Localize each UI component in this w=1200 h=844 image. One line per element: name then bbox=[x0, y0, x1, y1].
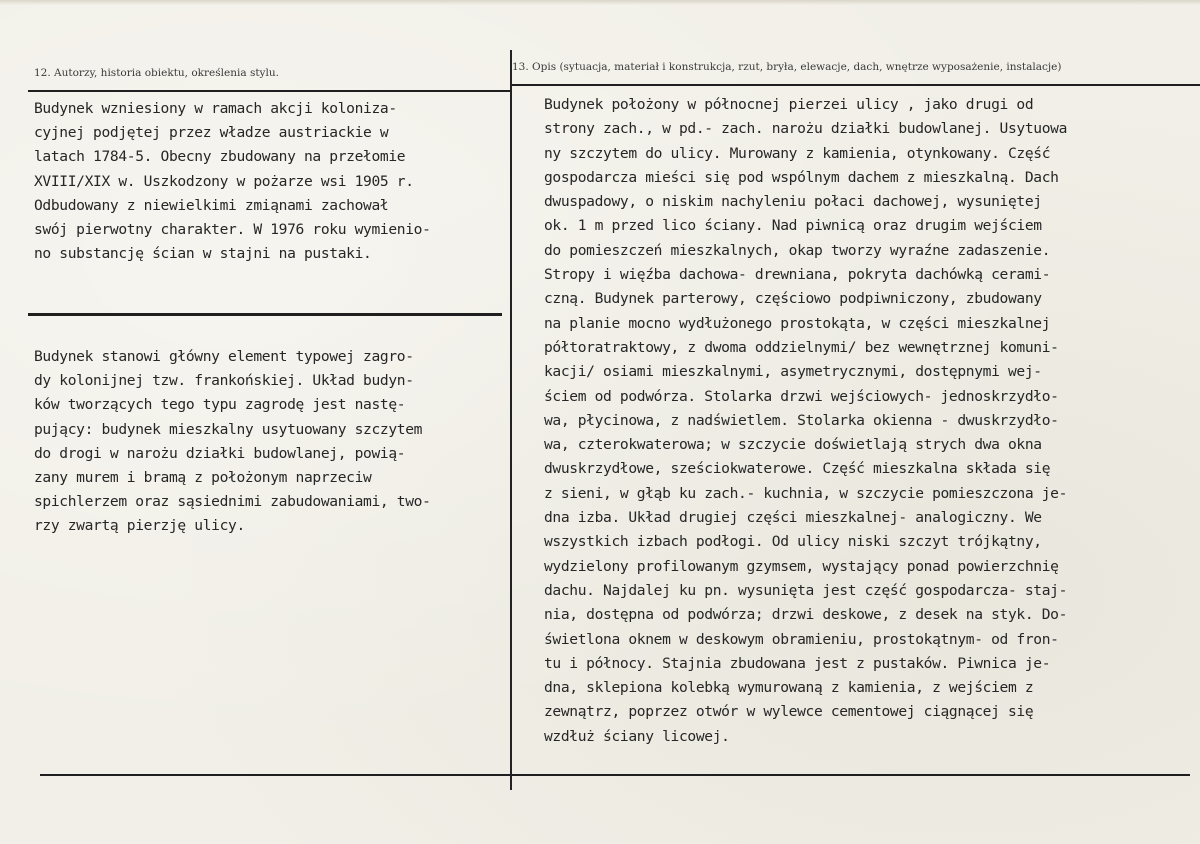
description-line: zewnątrz, poprzez otwór w wylewce cementowej ciągnącej się bbox=[544, 703, 1034, 721]
description-line: nia, dostępna od podwórza; drzwi deskowe, z desek na styk. Do- bbox=[544, 606, 1068, 624]
description-text-block bbox=[544, 93, 1067, 749]
description-line: tu i północy. Stajnia zbudowana jest z pustaków. Piwnica je- bbox=[544, 654, 1051, 672]
description-line: czną. Budynek parterowy, częściowo podpiwniczony, zbudowany bbox=[544, 290, 1042, 308]
description-line: Stropy i więźba dachowa- drewniana, pokryta dachówką cerami- bbox=[544, 266, 1051, 284]
description-line: wa, płycinowa, z nadświetlem. Stolarka okienna - dwuskrzydło- bbox=[544, 411, 1059, 429]
history-text-block bbox=[34, 97, 431, 266]
section-13-caption: 13. Opis (sytuacja, materiał i konstrukcja, rzut, bryła, elewacje, dach, wnętrze wyposażenie, instalacje) bbox=[512, 61, 1062, 73]
context-text-block bbox=[34, 345, 431, 539]
history-line: swój pierwotny charakter. W 1976 roku wymienio- bbox=[34, 220, 431, 238]
history-line: no substancję ścian w stajni na pustaki. bbox=[34, 245, 372, 263]
description-line: na planie mocno wydłużonego prostokąta, w części mieszkalnej bbox=[544, 314, 1051, 332]
history-line: latach 1784-5. Obecny zbudowany na przełomie bbox=[34, 148, 406, 166]
context-line: do drogi w narożu działki budowlanej, powią- bbox=[34, 444, 406, 462]
context-line: ków tworzących tego typu zagrodę jest nastę- bbox=[34, 396, 406, 414]
context-line: spichlerzem oraz sąsiednimi zabudowaniami, two- bbox=[34, 493, 431, 511]
left-header-rule bbox=[28, 90, 510, 92]
description-line: Budynek położony w północnej pierzei ulicy , jako drugi od bbox=[544, 96, 1034, 113]
description-line: gospodarcza mieści się pod wspólnym dachem z mieszkalną. Dach bbox=[544, 168, 1059, 186]
context-line: zany murem i bramą z położonym naprzeciw bbox=[34, 468, 372, 486]
description-line: wzdłuż ściany licowej. bbox=[544, 727, 730, 745]
context-line: Budynek stanowi główny element typowej zagro- bbox=[34, 348, 414, 365]
history-line: Odbudowany z niewielkimi zmiąnami zachował bbox=[34, 196, 389, 214]
paper-top-edge bbox=[0, 0, 1200, 5]
context-line: dy kolonijnej tzw. frankońskiej. Układ budyn- bbox=[34, 372, 414, 390]
description-line: strony zach., w pd.- zach. narożu działki budowlanej. Usytuowa bbox=[544, 120, 1068, 138]
description-line: półtoratraktowy, z dwoma oddzielnymi/ bez wewnętrznej komuni- bbox=[544, 338, 1059, 356]
history-line: Budynek wzniesiony w ramach akcji koloniza- bbox=[34, 100, 397, 117]
description-line: dwuspadowy, o niskim nachyleniu połaci dachowej, wysuniętej bbox=[544, 193, 1042, 211]
description-line: dna izba. Układ drugiej części mieszkalnej- analogiczny. We bbox=[544, 509, 1042, 527]
description-line: dna, sklepiona kolebką wymurowaną z kamienia, z wejściem z bbox=[544, 679, 1034, 697]
description-line: ny szczytem do ulicy. Murowany z kamienia, otynkowany. Część bbox=[544, 144, 1051, 162]
page-bottom-rule bbox=[40, 774, 1190, 776]
right-header-rule bbox=[512, 84, 1200, 86]
column-divider bbox=[510, 50, 512, 790]
context-line: rzy zwartą pierzję ulicy. bbox=[34, 517, 245, 535]
description-line: wszystkich izbach podłogi. Od ulicy niski szczyt trójkątny, bbox=[544, 533, 1042, 551]
left-section-rule bbox=[28, 313, 502, 316]
description-line: dachu. Najdalej ku pn. wysunięta jest część gospodarcza- staj- bbox=[544, 581, 1068, 599]
description-line: do pomieszczeń mieszkalnych, okap tworzy wyraźne zadaszenie. bbox=[544, 241, 1051, 259]
section-12-caption: 12. Autorzy, historia obiektu, określenia stylu. bbox=[34, 67, 279, 79]
description-line: świetlona oknem w deskowym obramieniu, prostokątnym- od fron- bbox=[544, 630, 1059, 648]
description-line: ok. 1 m przed lico ściany. Nad piwnicą oraz drugim wejściem bbox=[544, 217, 1042, 235]
description-line: wydzielony profilowanym gzymsem, wystający ponad powierzchnię bbox=[544, 557, 1059, 575]
description-line: kacji/ osiami mieszkalnymi, asymetrycznymi, dostępnymi wej- bbox=[544, 363, 1042, 381]
description-line: dwuskrzydłowe, sześciokwaterowe. Część mieszkalna składa się bbox=[544, 460, 1051, 478]
history-line: XVIII/XIX w. Uszkodzony w pożarze wsi 1905 r. bbox=[34, 172, 414, 190]
description-line: z sieni, w głąb ku zach.- kuchnia, w szczycie pomieszczona je- bbox=[544, 484, 1068, 502]
description-line: ściem od podwórza. Stolarka drzwi wejściowych- jednoskrzydło- bbox=[544, 387, 1059, 405]
description-line: wa, czterokwaterowa; w szczycie doświetlają strych dwa okna bbox=[544, 436, 1042, 454]
context-line: pujący: budynek mieszkalny usytuowany szczytem bbox=[34, 420, 423, 438]
history-line: cyjnej podjętej przez władze austriackie w bbox=[34, 124, 389, 142]
